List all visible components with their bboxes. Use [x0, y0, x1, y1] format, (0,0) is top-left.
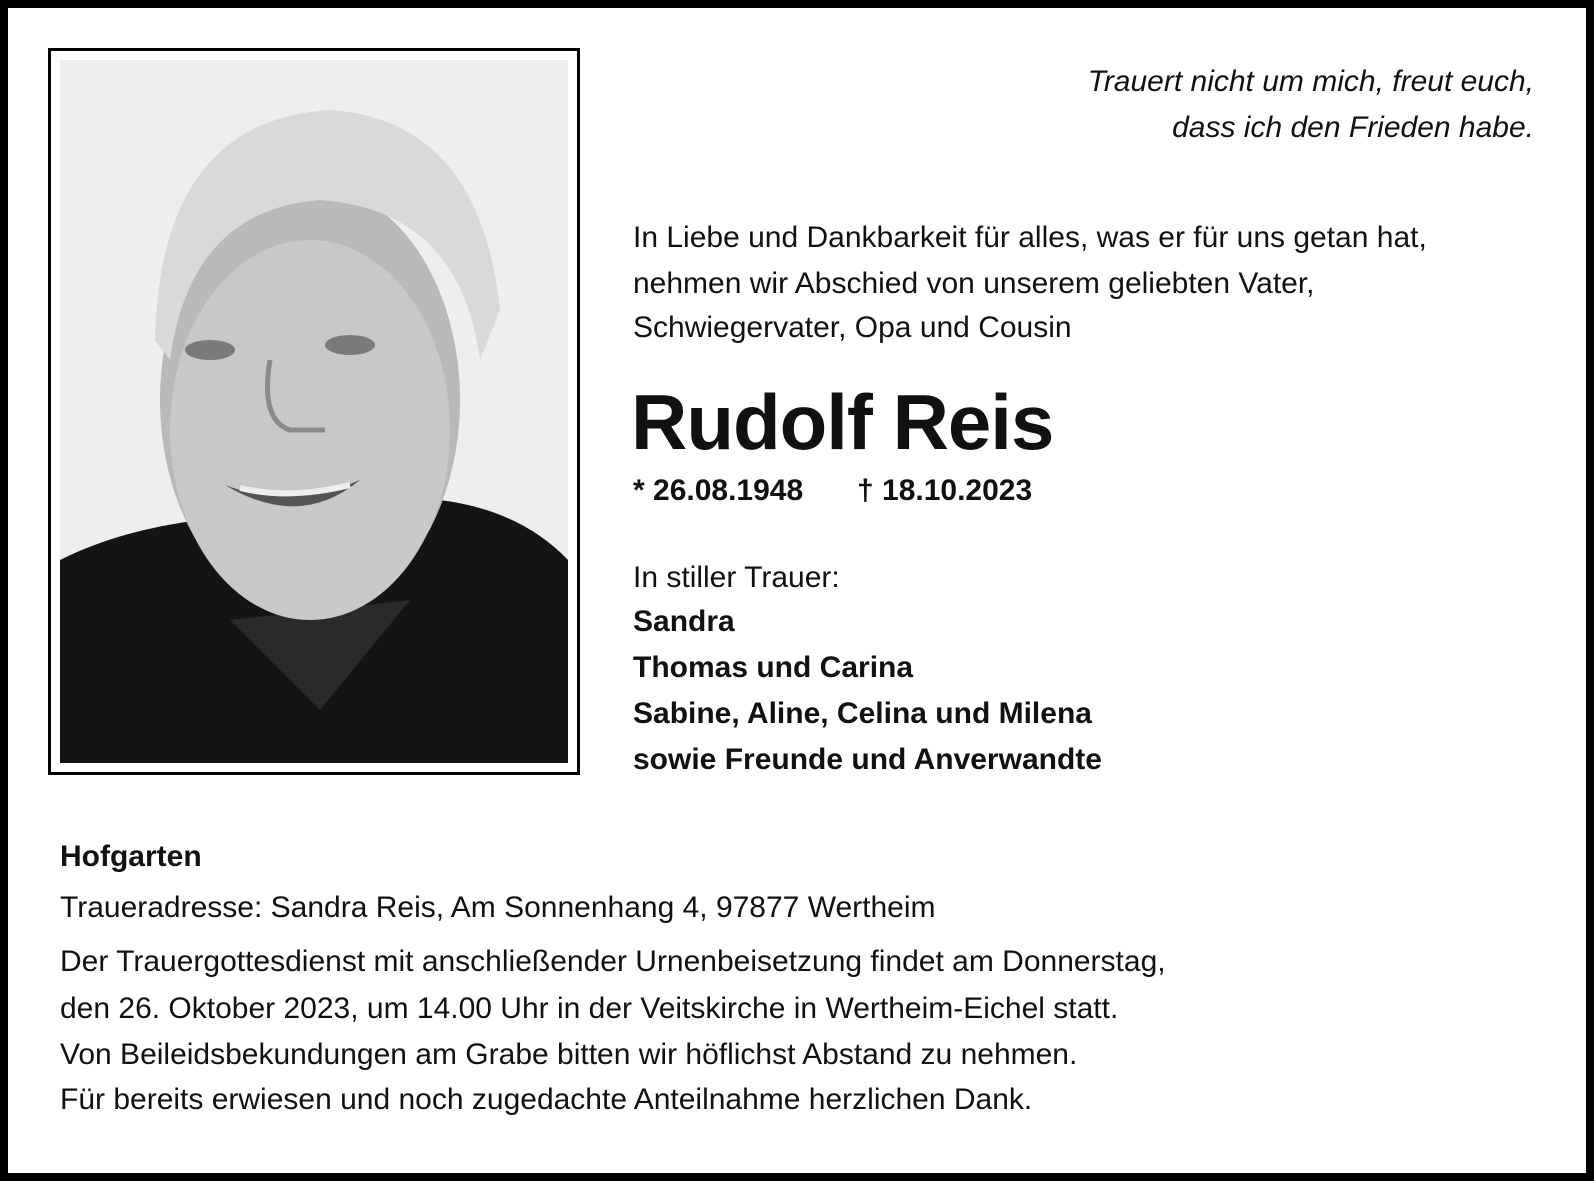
mourning-address: Traueradresse: Sandra Reis, Am Sonnenhang 4, 97877 Wertheim	[60, 891, 936, 924]
service-details-line: Der Trauergottesdienst mit anschließender Urnenbeisetzung findet am Donnerstag,	[60, 945, 1166, 978]
portrait-photo	[60, 60, 568, 763]
death-date: † 18.10.2023	[857, 474, 1033, 507]
birth-date: * 26.08.1948	[633, 474, 804, 507]
mourner: Sabine, Aline, Celina und Milena	[633, 697, 1092, 730]
mourner: sowie Freunde und Anverwandte	[633, 743, 1102, 776]
intro-line: In Liebe und Dankbarkeit für alles, was er für uns getan hat,	[633, 221, 1427, 254]
service-details-line: Von Beileidsbekundungen am Grabe bitten wir höflichst Abstand zu nehmen.	[60, 1038, 1078, 1071]
service-details-line: den 26. Oktober 2023, um 14.00 Uhr in der Veitskirche in Wertheim-Eichel statt.	[60, 992, 1119, 1025]
mourner: Sandra	[633, 605, 735, 638]
deceased-name: Rudolf Reis	[631, 378, 1054, 466]
service-details-line: Für bereits erwiesen und noch zugedachte Anteilnahme herzlichen Dank.	[60, 1083, 1033, 1116]
mourners-label: In stiller Trauer:	[633, 561, 840, 594]
place: Hofgarten	[60, 840, 202, 873]
portrait-frame	[48, 48, 580, 775]
intro-line: Schwiegervater, Opa und Cousin	[633, 311, 1072, 344]
quote-line: Trauert nicht um mich, freut euch,	[1087, 65, 1534, 98]
mourner: Thomas und Carina	[633, 651, 914, 684]
intro-line: nehmen wir Abschied von unserem geliebten Vater,	[633, 267, 1315, 300]
quote-line: dass ich den Frieden habe.	[1172, 111, 1534, 144]
